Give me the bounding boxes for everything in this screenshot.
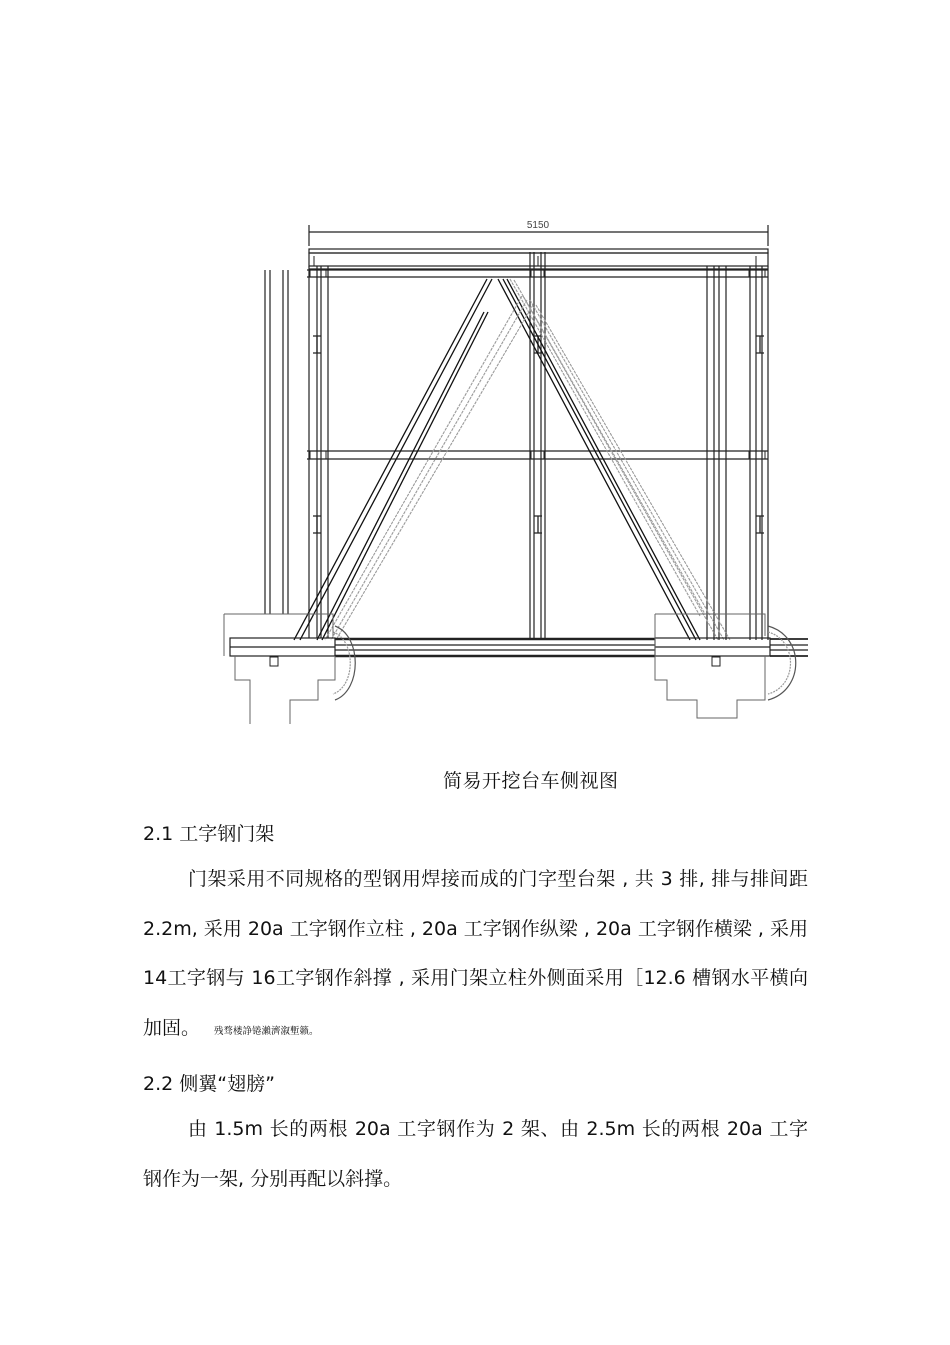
- section-heading-2-2: 2.2 侧翼“翅膀”: [143, 1073, 275, 1095]
- foundation-left: [224, 614, 335, 724]
- base-beam: [230, 638, 808, 656]
- section-heading-2-1: 2.1 工字钢门架: [143, 823, 275, 845]
- outer-left-rails: [265, 270, 288, 614]
- right-column: [707, 266, 768, 640]
- section-paragraph-2-2: 由 1.5m 长的两根 20a 工字钢作为 2 架、由 2.5m 长的两根 20a 工字钢作为一架, 分别再配以斜撑。: [143, 1118, 808, 1190]
- ibeam-symbols: [313, 336, 764, 533]
- center-column: [530, 252, 545, 640]
- base-bolts: [270, 657, 720, 666]
- dimension-label: 5150: [526, 220, 550, 231]
- upper-crossbeam: [307, 270, 768, 277]
- paragraph-text: 门架采用不同规格的型钢用焊接而成的门字型台架 , 共 3 排, 排与排间距 2.2m, 采用 20a 工字钢作立柱 , 20a 工字钢作纵梁 , 20a 工字钢作横梁 , 采用 14工字钢与 16工字钢作斜撑 , 采用门架立柱外侧面采用［12.6 槽钢水平横向加固。: [143, 868, 808, 1039]
- dimension-line: [309, 220, 768, 246]
- foundation-right: [655, 614, 765, 718]
- figure-caption: 简易开挖台车侧视图: [443, 770, 619, 792]
- middle-crossbeam: [307, 451, 768, 459]
- bolt-symbols: [310, 256, 765, 459]
- garbled-note: 残骛楼諍锩瀨濟溆塹籟。: [214, 1025, 319, 1037]
- section-paragraph-2-1: [143, 855, 808, 1056]
